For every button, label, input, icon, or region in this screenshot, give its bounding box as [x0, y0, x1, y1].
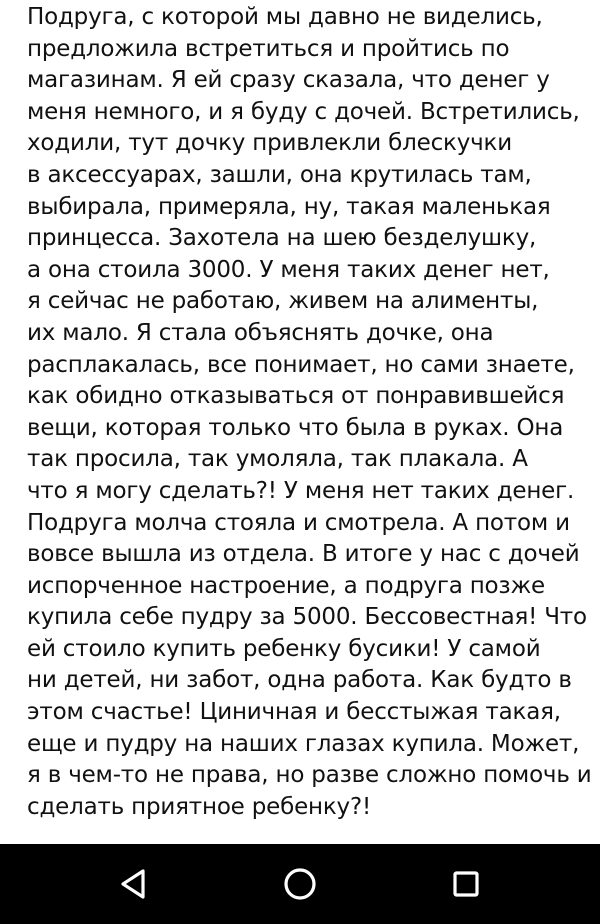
post-text-line: Подруга, с которой мы давно не виделись,	[27, 4, 543, 30]
post-text-line: сделать приятное ребенку?!	[27, 793, 372, 820]
post-text-line: в аксессуарах, зашли, она крутилась там,	[27, 161, 532, 188]
navigation-bar	[0, 844, 600, 924]
back-triangle-icon	[116, 867, 150, 901]
post-text-line: предложила встретиться и пройтись по	[27, 35, 510, 62]
post-text-line: магазинам. Я ей сразу сказала, что денег у	[27, 67, 550, 94]
post-text-line: ни детей, ни забот, одна работа. Как будто в	[27, 667, 572, 694]
recents-button[interactable]	[446, 864, 486, 904]
post-text-line: меня немного, и я буду с дочей. Встретились,	[27, 98, 580, 125]
post-text-line: что я могу сделать?! У меня нет таких денег.	[27, 477, 575, 504]
post-text-line: вовсе вышла из отдела. В итоге у нас с дочей	[27, 541, 580, 568]
home-button[interactable]	[280, 864, 320, 904]
post-text-line: этом счастье! Циничная и бесстыжая такая,	[27, 699, 561, 726]
back-button[interactable]	[113, 864, 153, 904]
post-text	[27, 2, 597, 823]
post-text-line: расплакалась, все понимает, но сами знаете,	[27, 351, 575, 378]
post-text-line: а она стоила 3000. У меня таких денег нет,	[27, 256, 550, 283]
post-text-line: вещи, которая только что была в руках. Она	[27, 414, 564, 441]
post-text-line: ей стоило купить ребенку бусики! У самой	[27, 635, 541, 662]
post-text-line: ходили, тут дочку привлекли блескучки	[27, 130, 512, 157]
post-text-line: как обидно отказываться от понравившейся	[27, 383, 565, 410]
post-text-line: испорченное настроение, а подруга позже	[27, 572, 545, 599]
post-text-line: еще и пудру на наших глазах купила. Может,	[27, 730, 580, 757]
post-text-line: я в чем-то не права, но разве сложно помочь и	[27, 762, 592, 789]
post-text-line: принцесса. Захотела на шею безделушку,	[27, 225, 537, 252]
recents-square-icon	[449, 867, 483, 901]
post-text-line: их мало. Я стала объяснять дочке, она	[27, 319, 494, 346]
post-text-line: Подруга молча стояла и смотрела. А потом и	[27, 509, 570, 536]
post-text-line: я сейчас не работаю, живем на алименты,	[27, 288, 539, 315]
home-circle-icon	[282, 866, 318, 902]
post-text-line: так просила, так умоляла, так плакала. А	[27, 446, 528, 473]
post-text-line: выбирала, примеряла, ну, такая маленькая	[27, 193, 551, 220]
post-text-line: купила себе пудру за 5000. Бессовестная! Что	[27, 604, 587, 631]
